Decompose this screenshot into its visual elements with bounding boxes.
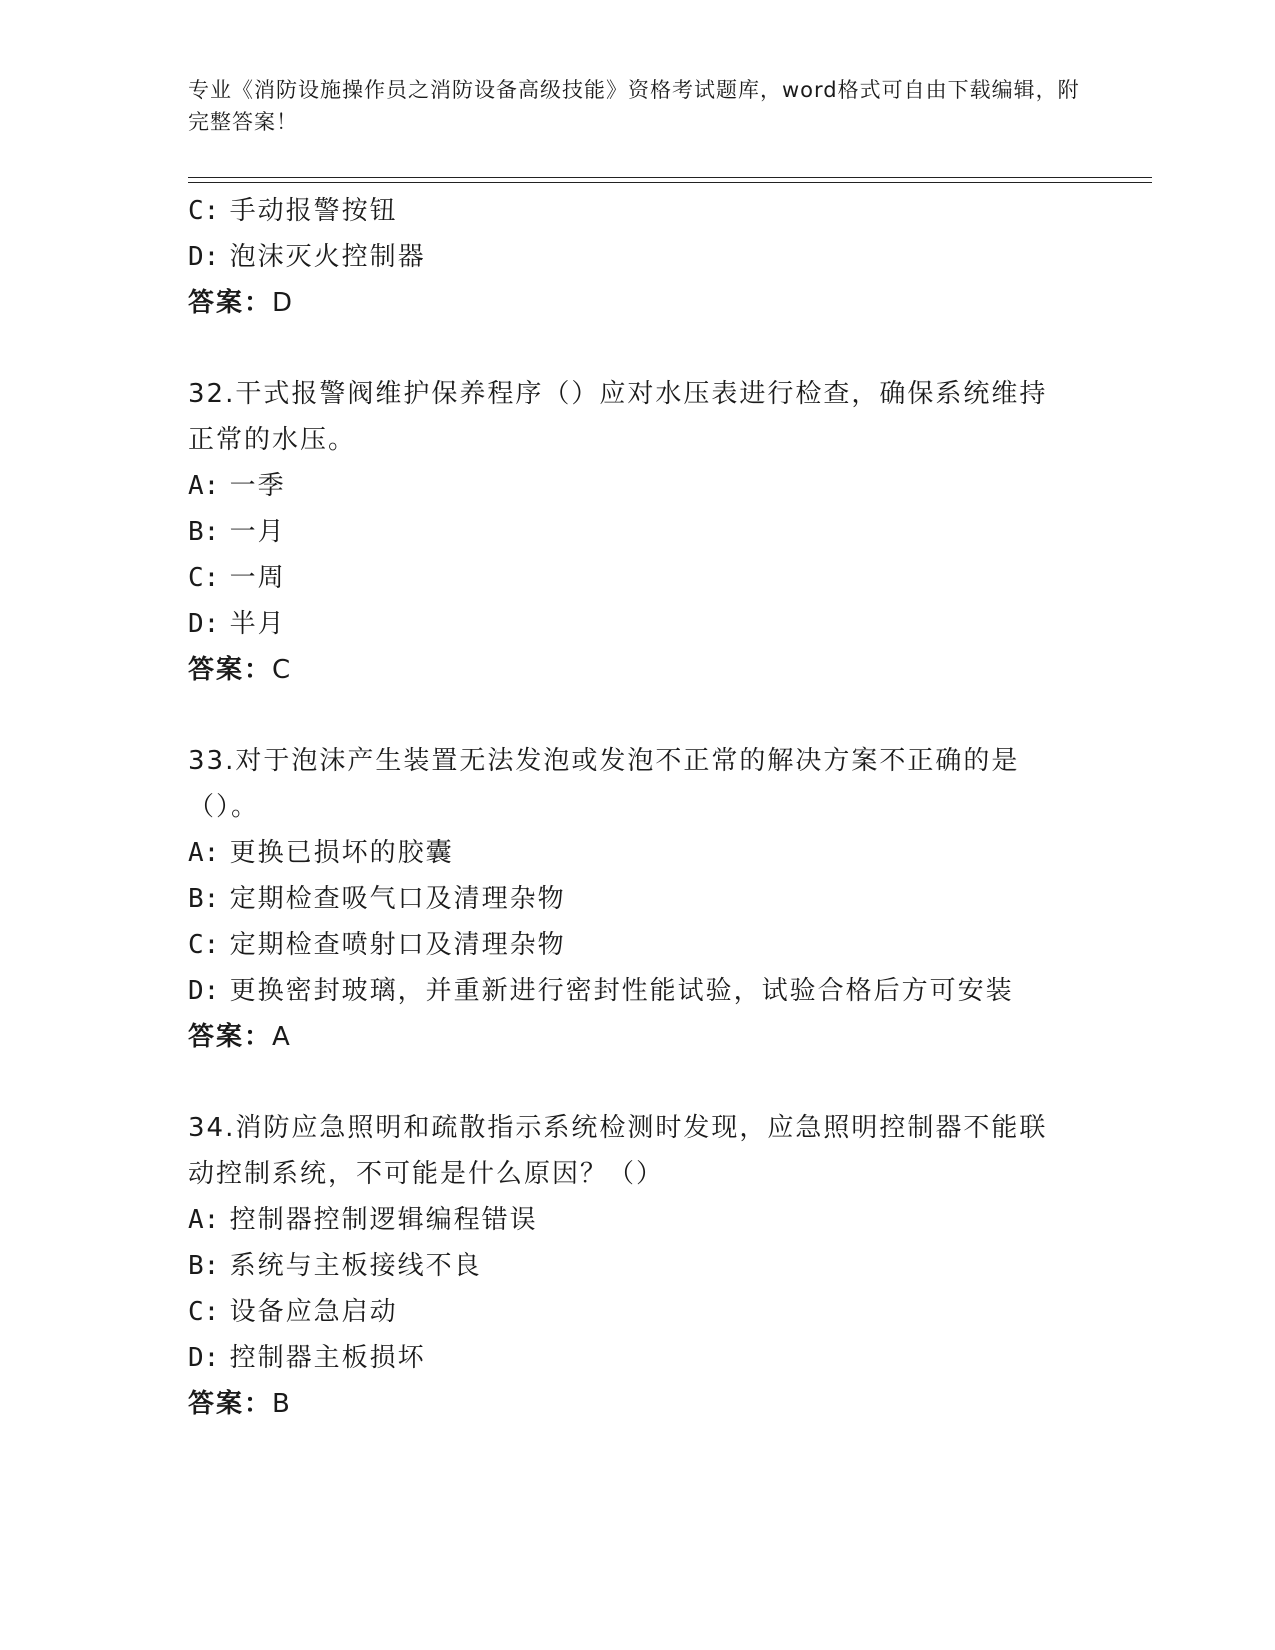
option-key: A: <box>188 471 220 501</box>
option-text: 一周 <box>229 563 286 593</box>
option-c <box>188 1289 1088 1335</box>
option-key: C: <box>188 196 220 226</box>
option-a <box>188 463 1088 509</box>
option-text: 系统与主板接线不良 <box>229 1251 482 1281</box>
option-key: D: <box>188 609 220 639</box>
option-c <box>188 922 1088 968</box>
answer-line <box>188 647 1088 693</box>
answer-value: B <box>272 1389 290 1419</box>
answer-line <box>188 1381 1088 1427</box>
question-stem: 33.对于泡沫产生装置无法发泡或发泡不正常的解决方案不正确的是（）。 <box>188 746 1020 822</box>
answer-label: 答案： <box>188 655 273 685</box>
question-34 <box>188 1105 1088 1427</box>
page-header: 专业《消防设施操作员之消防设备高级技能》资格考试题库，word格式可自由下载编辑，附完整答案！ <box>188 78 1080 134</box>
answer-line <box>188 1014 1088 1060</box>
option-key: A: <box>188 1205 220 1235</box>
option-key: C: <box>188 930 220 960</box>
option-key: D: <box>188 1343 220 1373</box>
option-text: 定期检查吸气口及清理杂物 <box>229 884 566 914</box>
question-stem: 32.干式报警阀维护保养程序（）应对水压表进行检查，确保系统维持正常的水压。 <box>188 379 1048 455</box>
option-c <box>188 188 1088 234</box>
option-key: B: <box>188 1251 220 1281</box>
option-text: 泡沫灭火控制器 <box>229 242 426 272</box>
answer-label: 答案： <box>188 288 273 318</box>
continued-question <box>188 188 1088 326</box>
question-32 <box>188 371 1088 693</box>
option-a <box>188 830 1088 876</box>
answer-value: C <box>272 655 291 685</box>
option-key: D: <box>188 242 220 272</box>
option-text: 一季 <box>229 471 286 501</box>
option-b <box>188 876 1088 922</box>
answer-label: 答案： <box>188 1022 273 1052</box>
option-text: 更换密封玻璃，并重新进行密封性能试验，试验合格后方可安装 <box>229 976 1014 1006</box>
option-text: 定期检查喷射口及清理杂物 <box>229 930 566 960</box>
option-text: 更换已损坏的胶囊 <box>229 838 454 868</box>
option-d <box>188 601 1088 647</box>
option-key: C: <box>188 563 220 593</box>
option-d <box>188 234 1088 280</box>
question-stem: 34.消防应急照明和疏散指示系统检测时发现，应急照明控制器不能联动控制系统，不可能是什么原因？（） <box>188 1113 1048 1189</box>
answer-value: A <box>272 1022 290 1052</box>
answer-line <box>188 280 1088 326</box>
option-text: 控制器控制逻辑编程错误 <box>229 1205 538 1235</box>
option-d <box>188 968 1088 1014</box>
option-c <box>188 555 1088 601</box>
question-33 <box>188 738 1088 1060</box>
answer-value: D <box>272 288 293 318</box>
option-d <box>188 1335 1088 1381</box>
option-b <box>188 1243 1088 1289</box>
option-key: B: <box>188 884 220 914</box>
option-text: 设备应急启动 <box>229 1297 398 1327</box>
option-key: C: <box>188 1297 220 1327</box>
option-b <box>188 509 1088 555</box>
option-text: 控制器主板损坏 <box>229 1343 426 1373</box>
option-text: 半月 <box>229 609 286 639</box>
option-key: D: <box>188 976 220 1006</box>
option-text: 手动报警按钮 <box>229 196 398 226</box>
option-text: 一月 <box>229 517 286 547</box>
answer-label: 答案： <box>188 1389 273 1419</box>
document-body <box>188 188 1088 1427</box>
header-divider <box>188 177 1152 183</box>
option-key: B: <box>188 517 220 547</box>
option-key: A: <box>188 838 220 868</box>
option-a <box>188 1197 1088 1243</box>
